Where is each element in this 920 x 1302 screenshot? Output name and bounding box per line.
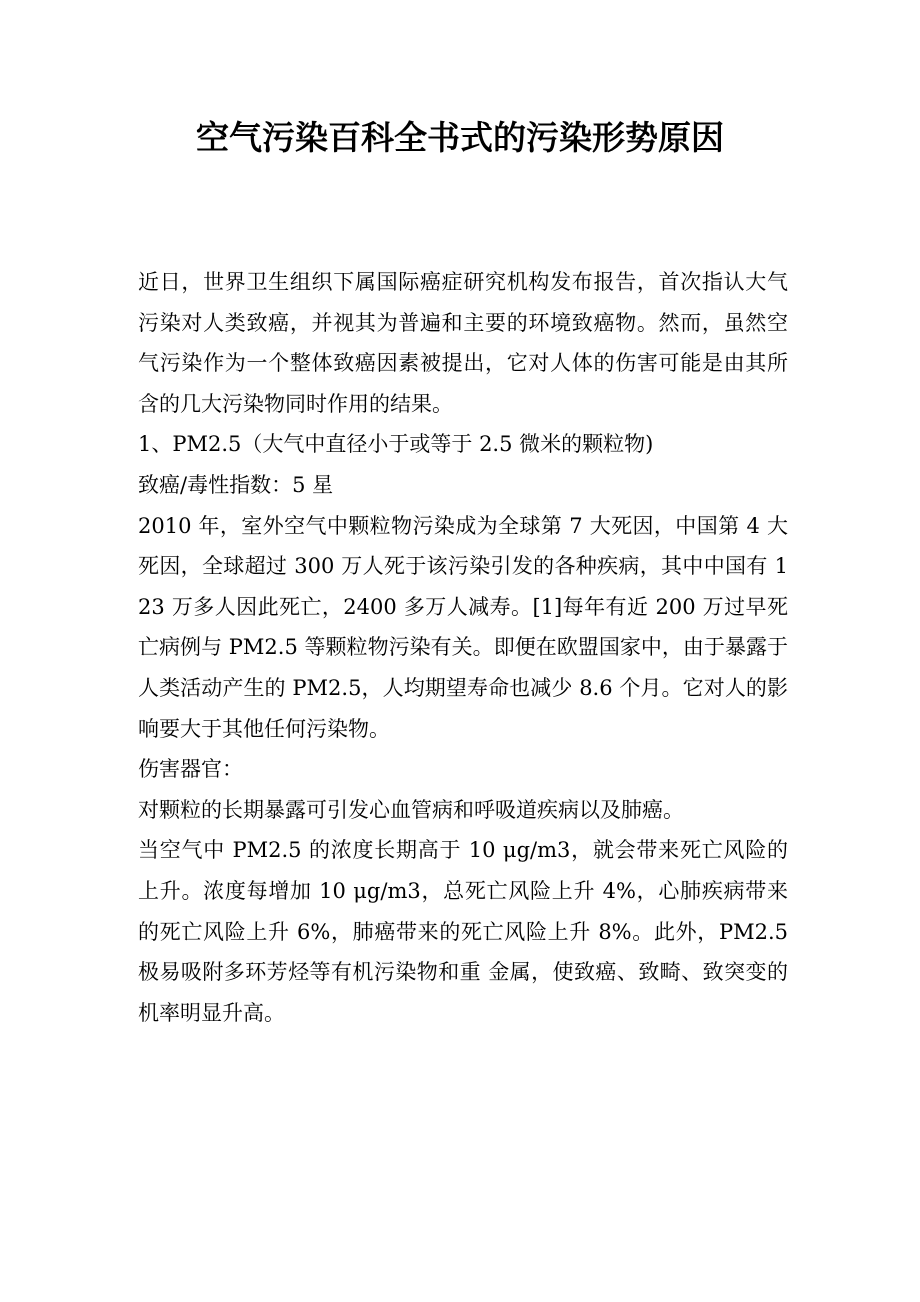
- document-body: [138, 262, 788, 1033]
- paragraph-pm25-heading: 1、PM2.5（大气中直径小于或等于 2.5 微米的颗粒物): [138, 432, 654, 457]
- paragraph-intro: 近日，世界卫生组织下属国际癌症研究机构发布报告，首次指认大气污染对人类致癌，并视其为普遍和主要的环境致癌物。然而，虽然空气污染作为一个整体致癌因素被提出，它对人体的伤害可能是由其所含的几大污染物同时作用的结果。: [138, 270, 788, 416]
- paragraph-concentration-risk: 当空气中 PM2.5 的浓度长期高于 10 μg/m3，就会带来死亡风险的上升。浓度每增加 10 μg/m3，总死亡风险上升 4%，心肺疾病带来的死亡风险上升 6%，肺癌带来的死亡风险上升 8%。此外，PM2.5 极易吸附多环芳烃等有机污染物和重 金属，使致癌、致畸、致突变的机率明显升高。: [138, 838, 788, 1025]
- paragraph-mortality-stats: 2010 年，室外空气中颗粒物污染成为全球第 7 大死因，中国第 4 大死因，全球超过 300 万人死于该污染引发的各种疾病，其中中国有 123 万多人因此死亡，2400 多万人减寿。[1]每年有近 200 万过早死亡病例与 PM2.5 等颗粒物污染有关。即便在欧盟国家中，由于暴露于人类活动产生的 PM2.5，人均期望寿命也减少 8.6 个月。它对人的影响要大于其他任何污染物。: [138, 513, 788, 741]
- paragraph-exposure-effects: 对颗粒的长期暴露可引发心血管病和呼吸道疾病以及肺癌。: [138, 797, 684, 822]
- paragraph-toxicity-index: 致癌/毒性指数：5 星: [138, 472, 334, 497]
- paragraph-organs-heading: 伤害器官：: [138, 757, 243, 782]
- document-title: 空气污染百科全书式的污染形势原因: [196, 118, 724, 157]
